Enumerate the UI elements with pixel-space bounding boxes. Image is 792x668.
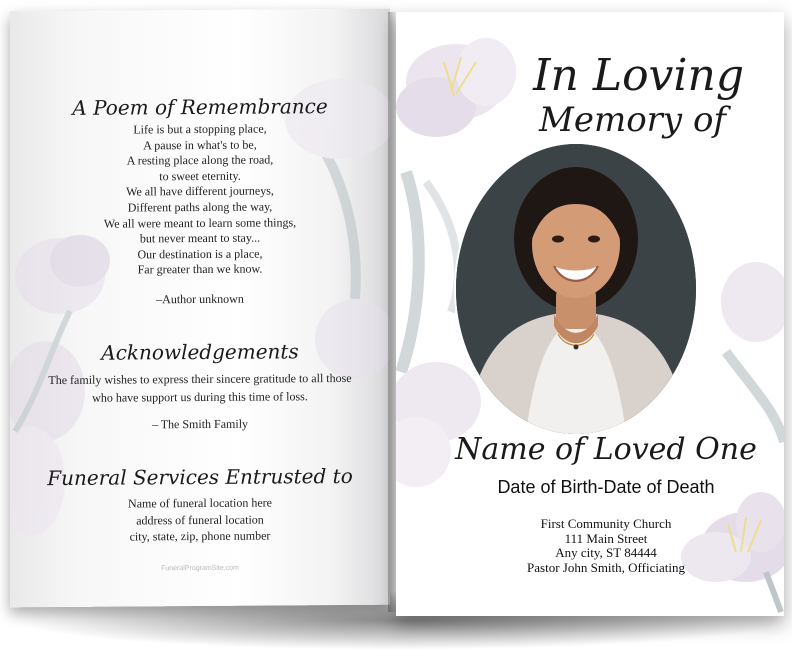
poem-line: A resting place along the road, <box>126 152 274 168</box>
poem-line: but never meant to stay... <box>139 230 261 246</box>
poem-line: Life is but a stopping place, <box>133 121 267 137</box>
service-line: 111 Main Street <box>564 530 648 546</box>
funeral-location-line: address of funeral location <box>136 512 264 527</box>
cover-title-line2: Memory of <box>539 100 726 140</box>
funeral-services-title: Funeral Services Entrusted to <box>47 463 353 491</box>
poem-author: –Author unknown <box>156 291 244 307</box>
poem-title: A Poem of Remembrance <box>72 94 328 120</box>
inside-left-panel <box>10 9 390 608</box>
funeral-location-line: city, state, zip, phone number <box>129 528 271 544</box>
front-cover-panel <box>396 12 784 616</box>
poem-line: Far greater than we know. <box>137 261 263 277</box>
service-line: Pastor John Smith, Officiating <box>527 559 685 575</box>
poem-line: We all have different journeys, <box>126 183 274 199</box>
poem-line: Our destination is a place, <box>137 246 263 262</box>
poem-line: A pause in what's to be, <box>143 137 257 152</box>
funeral-location <box>10 494 390 546</box>
loved-one-name: Name of Loved One <box>455 432 757 467</box>
acknowledgements-text: The family wishes to express their sincere gratitude to all those who have support us during this time of loss. <box>48 370 352 405</box>
funeral-location-line: Name of funeral location here <box>128 495 272 511</box>
portrait-photo <box>456 144 696 434</box>
life-dates: Date of Birth-Date of Death <box>497 477 715 497</box>
poem-line: to sweet eternity. <box>159 168 241 184</box>
acknowledgements-title: Acknowledgements <box>101 339 299 365</box>
acknowledgements-signature: – The Smith Family <box>151 416 249 432</box>
poem-text <box>10 121 390 280</box>
service-details <box>436 517 776 575</box>
service-line: First Community Church <box>540 516 672 531</box>
poem-line: We all were meant to learn some things, <box>103 214 297 231</box>
portrait-illustration <box>456 144 696 434</box>
poem-line: Different paths along the way, <box>127 199 273 215</box>
watermark: FuneralProgramSite.com <box>161 564 239 573</box>
cover-title-line1: In Loving <box>533 50 744 101</box>
service-line: Any city, ST 84444 <box>555 545 657 560</box>
